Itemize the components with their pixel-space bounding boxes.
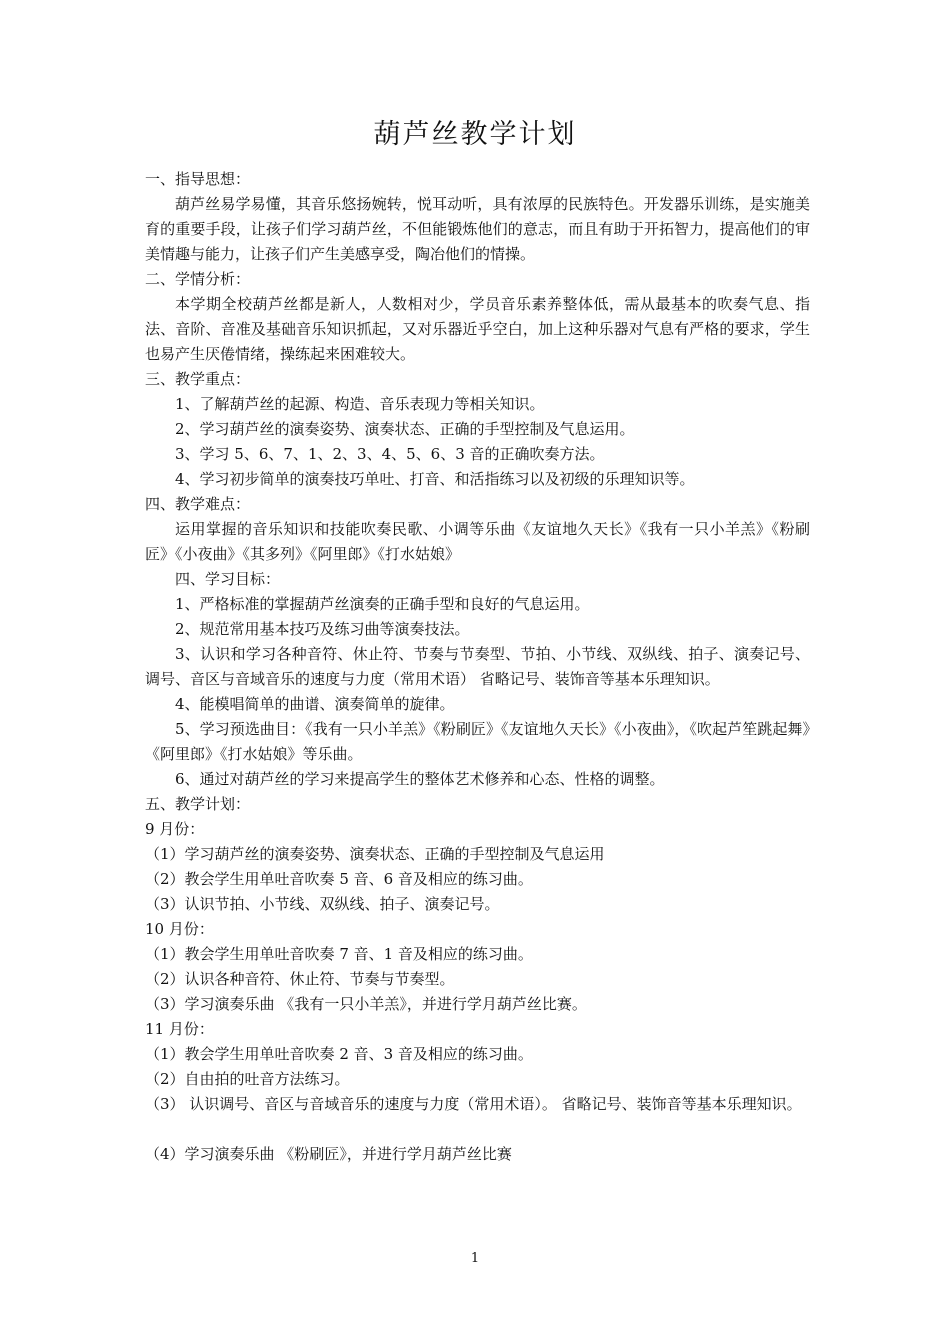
paragraph: 11 月份： — [145, 1020, 214, 1038]
paragraph: （3）学习演奏乐曲 《我有一只小羊羔》，并进行学月葫芦丝比赛。 — [145, 995, 587, 1013]
paragraph: 三、教学重点： — [145, 370, 251, 388]
blank-line — [145, 1117, 810, 1142]
paragraph: 4、学习初步简单的演奏技巧单吐、打音、和活指练习以及初级的乐理知识等。 — [175, 470, 695, 488]
paragraph: （1）学习葫芦丝的演奏姿势、演奏状态、正确的手型控制及气息运用 — [145, 845, 605, 863]
paragraph: 6、通过对葫芦丝的学习来提高学生的整体艺术修养和心态、性格的调整。 — [175, 770, 665, 788]
paragraph: （2）自由拍的吐音方法练习。 — [145, 1070, 350, 1088]
paragraph: 运用掌握的音乐知识和技能吹奏民歌、小调等乐曲《友谊地久天长》《我有一只小羊羔》《粉刷匠》《小夜曲》《其多列》《阿里郎》《打水姑娘》 — [145, 520, 810, 563]
paragraph: （4）学习演奏乐曲 《粉刷匠》，并进行学月葫芦丝比赛 — [145, 1145, 512, 1163]
paragraph: 2、规范常用基本技巧及练习曲等演奏技法。 — [175, 620, 470, 638]
paragraph: 本学期全校葫芦丝都是新人，人数相对少，学员音乐素养整体低，需从最基本的吹奏气息、指法、音阶、音准及基础音乐知识抓起，又对乐器近乎空白，加上这种乐器对气息有严格的要求，学生也易产生厌倦情绪，操练起来困难较大。 — [145, 295, 810, 363]
document-title: 葫芦丝教学计划 — [373, 119, 577, 150]
paragraph: 3、学习 5、6、7、1、2、3、4、5、6、3 音的正确吹奏方法。 — [175, 445, 605, 463]
paragraph: 9 月份： — [145, 820, 205, 838]
paragraph: 1、严格标准的掌握葫芦丝演奏的正确手型和良好的气息运用。 — [175, 595, 590, 613]
paragraph: （3） 认识调号、音区与音域音乐的速度与力度（常用术语）。 省略记号、装饰音等基本乐理知识。 — [145, 1095, 802, 1113]
paragraph: 一、指导思想： — [145, 170, 251, 188]
paragraph: （1）教会学生用单吐音吹奏 7 音、1 音及相应的练习曲。 — [145, 945, 533, 963]
paragraph: （1）教会学生用单吐音吹奏 2 音、3 音及相应的练习曲。 — [145, 1045, 533, 1063]
paragraph: （3）认识节拍、小节线、双纵线、拍子、演奏记号。 — [145, 895, 500, 913]
paragraph: 2、学习葫芦丝的演奏姿势、演奏状态、正确的手型控制及气息运用。 — [175, 420, 635, 438]
paragraph: 1、了解葫芦丝的起源、构造、音乐表现力等相关知识。 — [175, 395, 545, 413]
paragraph: 10 月份： — [145, 920, 214, 938]
paragraph: （2）教会学生用单吐音吹奏 5 音、6 音及相应的练习曲。 — [145, 870, 533, 888]
document-body — [145, 167, 810, 1167]
page-number: 1 — [470, 1251, 480, 1266]
paragraph: 3、认识和学习各种音符、休止符、节奏与节奏型、节拍、小节线、双纵线、拍子、演奏记号、调号、音区与音域音乐的速度与力度（常用术语） 省略记号、装饰音等基本乐理知识。 — [145, 645, 810, 688]
paragraph: 四、学习目标： — [175, 570, 281, 588]
paragraph: 二、学情分析： — [145, 270, 251, 288]
paragraph: 5、学习预选曲目：《我有一只小羊羔》《粉刷匠》《友谊地久天长》《小夜曲》，《吹起芦笙跳起舞》《阿里郎》《打水姑娘》等乐曲。 — [145, 720, 810, 763]
paragraph: 五、教学计划： — [145, 795, 251, 813]
paragraph: （2）认识各种音符、休止符、节奏与节奏型。 — [145, 970, 455, 988]
paragraph: 四、教学难点： — [145, 495, 251, 513]
paragraph: 4、能模唱简单的曲谱、演奏简单的旋律。 — [175, 695, 455, 713]
paragraph: 葫芦丝易学易懂，其音乐悠扬婉转，悦耳动听，具有浓厚的民族特色。开发器乐训练，是实施美育的重要手段，让孩子们学习葫芦丝，不但能锻炼他们的意志，而且有助于开拓智力，提高他们的审美情趣与能力，让孩子们产生美感享受，陶冶他们的情操。 — [145, 195, 810, 263]
